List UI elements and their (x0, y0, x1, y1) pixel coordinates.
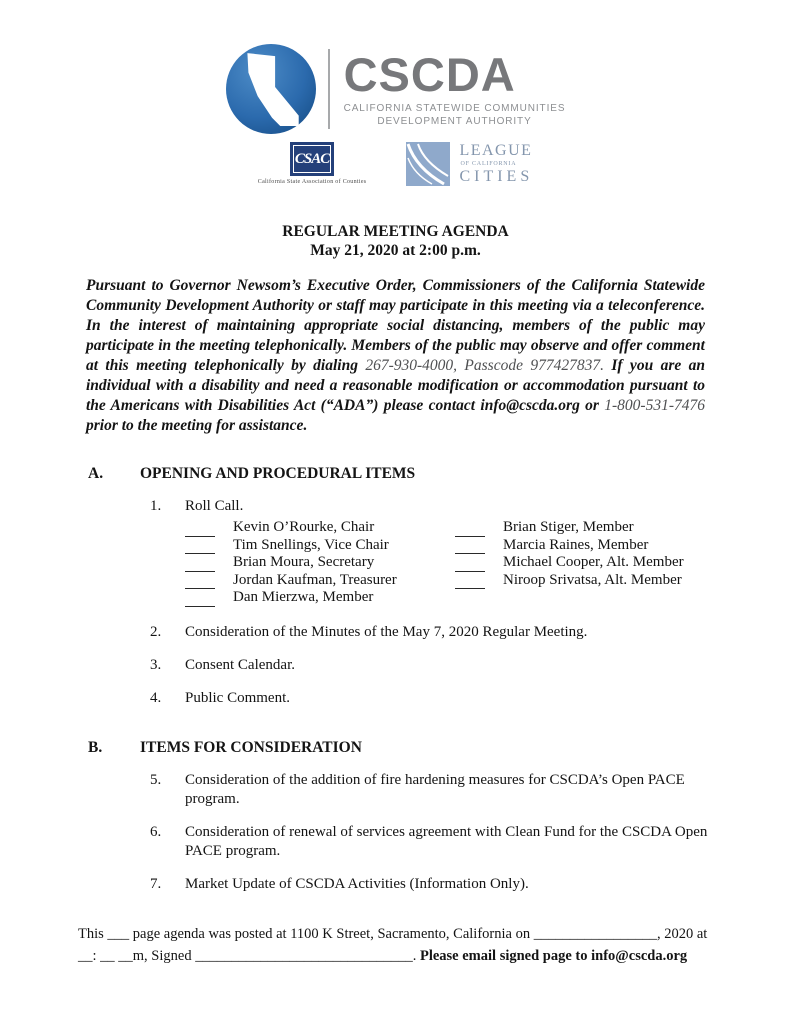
notice-text-1: Pursuant to Governor Newsom’s Executive Order, Commissioners of the California Statewide Community Development Authority or staff may participate in this meeting via a teleconference. In the interest of maintaining appropriate social distancing, members of the public may participate in the meeting telephonically. Members of the public may observe and offer comment at this meeting telephonically by dialing (86, 277, 705, 374)
roll-call-name: Tim Snellings, Vice Chair (233, 536, 389, 553)
item-2-text: Consideration of the Minutes of the May 7, 2020 Regular Meeting. (185, 623, 588, 640)
roll-call-blank-line (185, 541, 215, 554)
league-logo (406, 142, 533, 186)
roll-call-blank-line (185, 559, 215, 572)
posting-statement-signed: __: __ __m, Signed ______________________________. (78, 947, 420, 964)
posting-statement-email-note: Please email signed page to info@cscda.org (419, 947, 688, 964)
notice-phone-number: 267-930-4000, Passcode 977427837. (365, 357, 604, 374)
california-globe-icon (226, 44, 316, 134)
roll-call-blank-line (455, 541, 485, 554)
cscda-subtitle-line1: CALIFORNIA STATEWIDE COMMUNITIES (343, 102, 566, 114)
agenda-item-5 (88, 771, 711, 809)
section-a-heading (88, 464, 711, 483)
section-a-title: OPENING AND PROCEDURAL ITEMS (140, 465, 416, 482)
league-line3: CITIES (459, 168, 534, 185)
item-6-number: 6. (150, 823, 162, 840)
csac-logo (258, 142, 367, 185)
item-1-number: 1. (150, 498, 162, 514)
roll-call-name: Marcia Raines, Member (503, 536, 649, 553)
roll-call-entry (455, 554, 684, 572)
agenda-item-2 (88, 623, 711, 642)
roll-call-name: Jordan Kaufman, Treasurer (233, 571, 397, 588)
item-7-text: Market Update of CSCDA Activities (Information Only). (185, 875, 529, 892)
item-4-text: Public Comment. (185, 689, 290, 706)
teleconference-notice (86, 276, 705, 436)
section-a (88, 464, 711, 708)
item-7-number: 7. (150, 875, 162, 892)
cscda-logo (0, 0, 791, 134)
roll-call-entry (185, 572, 455, 590)
meeting-title (0, 222, 791, 260)
league-wordmark (459, 143, 533, 185)
item-3-number: 3. (150, 656, 162, 673)
cscda-subtitle (344, 102, 566, 128)
logo-divider (328, 49, 330, 129)
section-a-letter: A. (88, 465, 104, 482)
section-b-title: ITEMS FOR CONSIDERATION (140, 738, 362, 756)
roll-call-blank-line (185, 594, 215, 607)
league-line2: OF CALIFORNIA (460, 161, 517, 167)
agenda-item-7 (88, 875, 711, 894)
item-5-number: 5. (150, 771, 162, 788)
roll-call-entry (185, 554, 455, 572)
cscda-acronym: CSCDA (343, 47, 516, 101)
roll-call-name: Brian Moura, Secretary (233, 554, 375, 570)
roll-call-entry (185, 589, 455, 607)
california-shape-icon (240, 50, 302, 128)
item-2-number: 2. (150, 623, 162, 640)
roll-call-blank-line (185, 576, 215, 589)
roll-call-entry (185, 537, 455, 555)
partner-logos (0, 142, 791, 202)
roll-call-name: Michael Cooper, Alt. Member (503, 554, 684, 570)
roll-call-left-column (185, 519, 455, 607)
agenda-item-3 (88, 656, 711, 675)
item-5-text: Consideration of the addition of fire hardening measures for CSCDA’s Open PACE program. (185, 771, 685, 807)
roll-call-entry (455, 572, 684, 590)
notice-ada-phone-number: 1-800-531-7476 (604, 397, 705, 414)
posting-statement (78, 924, 718, 967)
roll-call-blank-line (455, 559, 485, 572)
agenda-item-6 (88, 823, 711, 861)
roll-call-blank-line (185, 524, 215, 537)
roll-call-name: Brian Stiger, Member (503, 519, 634, 535)
league-swoosh-icon (406, 142, 450, 186)
item-3-text: Consent Calendar. (185, 656, 295, 673)
roll-call-entry (455, 537, 684, 555)
roll-call-entry (185, 519, 455, 537)
roll-call-entry (455, 519, 684, 537)
roll-call-name: Dan Mierzwa, Member (233, 589, 374, 605)
meeting-title-heading: REGULAR MEETING AGENDA (282, 223, 509, 240)
section-b-letter: B. (88, 738, 103, 756)
roll-call-list (185, 519, 711, 607)
item-6-text: Consideration of renewal of services agreement with Clean Fund for the CSCDA Open PACE program. (185, 823, 708, 859)
agenda-item-4 (88, 689, 711, 708)
cscda-subtitle-line2: DEVELOPMENT AUTHORITY (377, 115, 532, 127)
roll-call-blank-line (455, 576, 485, 589)
csac-box-icon (290, 142, 334, 176)
posting-statement-line1: This ___ page agenda was posted at 1100 K Street, Sacramento, California on _________________, 2020 at (78, 926, 708, 942)
meeting-datetime: May 21, 2020 at 2:00 p.m. (310, 242, 481, 259)
csac-acronym: CSAC (294, 150, 330, 167)
item-4-number: 4. (150, 689, 162, 706)
posting-statement-line2 (78, 946, 718, 968)
section-b (88, 738, 711, 894)
roll-call-blank-line (455, 524, 485, 537)
cscda-wordmark (343, 47, 566, 128)
item-1-text: Roll Call. (185, 498, 244, 514)
roll-call-name: Kevin O’Rourke, Chair (233, 519, 375, 535)
roll-call-name: Niroop Srivatsa, Alt. Member (503, 571, 682, 588)
roll-call-right-column (455, 519, 684, 607)
notice-text-2: If you are an individual with a disability and need a reasonable modification or accommodation pursuant to the Americans with Disabilities Act (“ADA”) please contact info@cscda.org or (86, 357, 705, 414)
section-b-heading (88, 738, 711, 757)
league-line1: LEAGUE (459, 142, 533, 159)
notice-text-3: prior to the meeting for assistance. (86, 417, 308, 434)
csac-caption: California State Association of Counties (257, 179, 367, 185)
agenda-item-1 (88, 497, 711, 516)
